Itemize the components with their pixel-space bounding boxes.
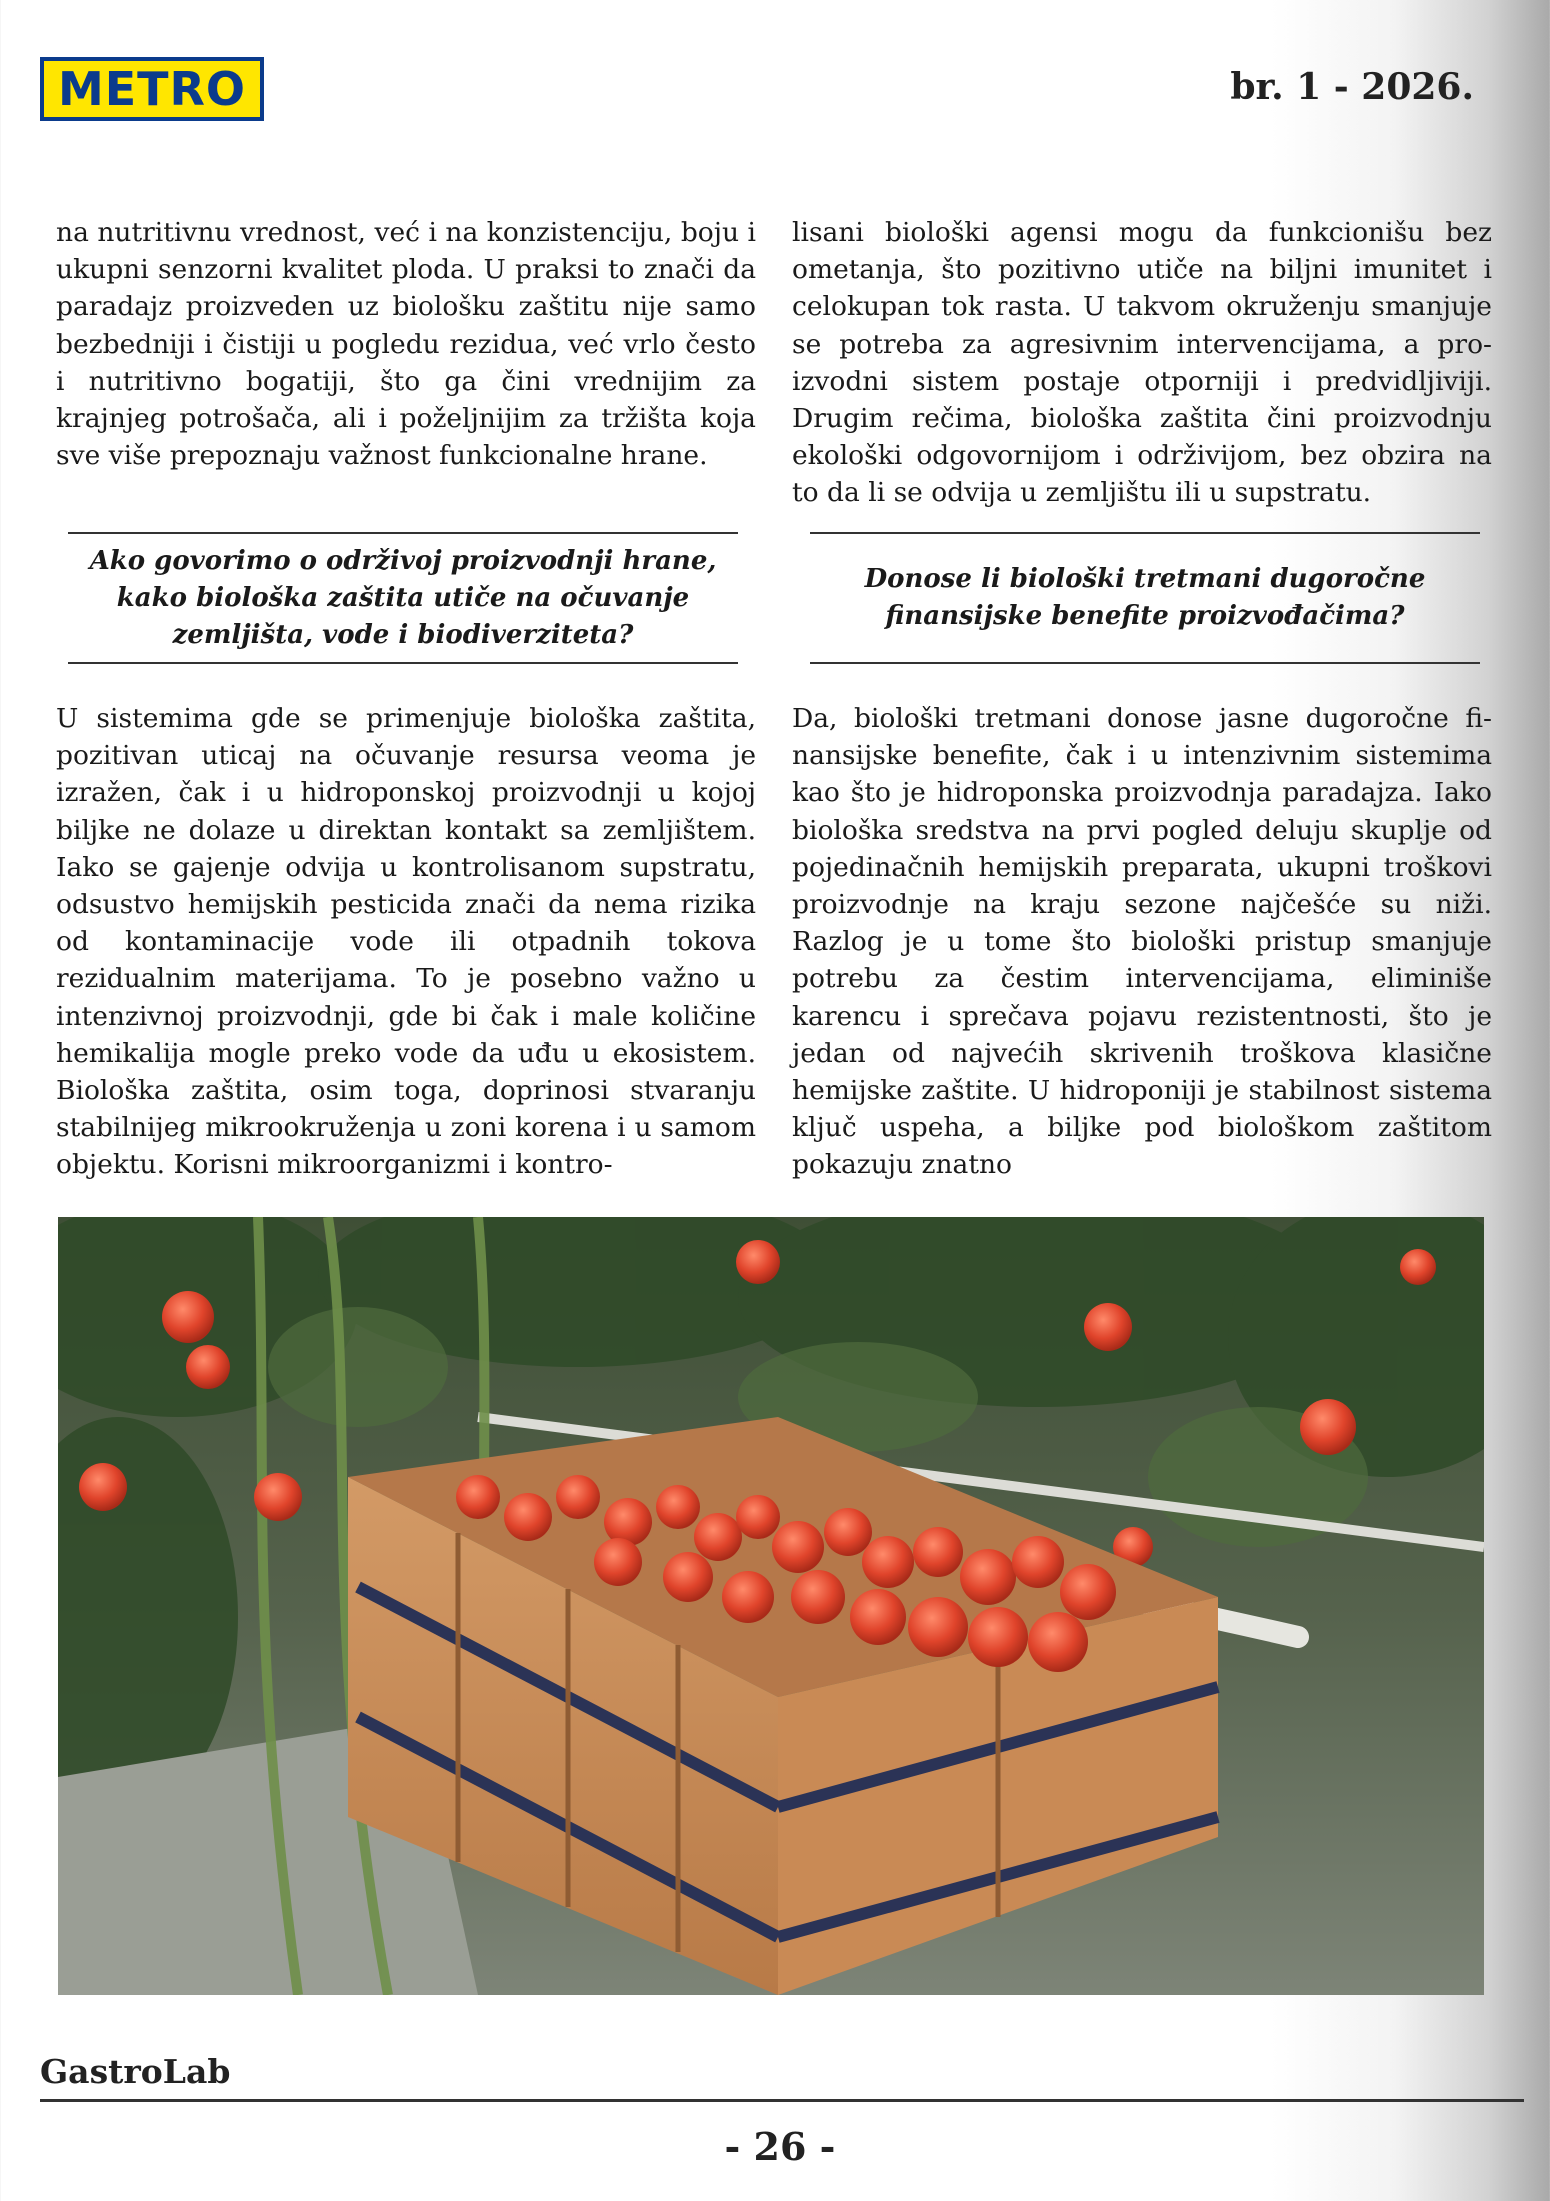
page-number: - 26 - bbox=[724, 2124, 836, 2169]
left-paragraph-bottom: U sistemima gde se primenjuje biološka zaštita, pozitivan uticaj na očuvanje resursa veoma je izražen, čak i u hidroponskoj proizvodnji u kojoj biljke ne dolaze u direktan kontakt sa zemljištem. Iako se gajenje odvija u kontrolisanom supstratu, odsustvo hemijskih pesticida znači da nema rizika od kontaminacije vode ili otpadnih tokova rezidualnim materijama. To je posebno važno u intenzivnoj proizvodnji, gde bi čak i male količine hemikalija mogle preko vode da uđu u ekosistem. Biološka zaštita, osim toga, doprinosi stvaranju stabilnijeg mikrookruženja u zoni korena i u samom objektu. Korisni mikroorganizmi i kontro- bbox=[56, 703, 756, 1181]
right-question-text: Donose li biološki tretmani dugoročne finansijske benefite proizvođačima? bbox=[864, 564, 1426, 631]
footer-brand: GastroLab bbox=[40, 2052, 231, 2091]
greenhouse-tomato-crates-photo bbox=[58, 1217, 1484, 1995]
right-column-top bbox=[792, 214, 1492, 512]
metro-logo bbox=[40, 57, 264, 121]
left-question-text: Ako govorimo o održivoj proizvodnji hrane, kako biološka zaštita utiče na očuvanje zemljišta, vode i biodiverziteta? bbox=[89, 545, 717, 650]
left-paragraph-top: na nutritivnu vrednost, već i na konzistenciju, boju i ukupni senzorni kvalitet ploda. U praksi to znači da paradajz proizveden uz biološku zaštitu nije samo bezbedniji i čistiji u pogledu rezidua, već vrlo često i nutritivno bogatiji, što ga čini vrednijim za krajnjeg potrošača, ali i poželjnijim za tržišta koja sve više prepoznaju važnost funkcionalne hrane. bbox=[56, 217, 756, 472]
right-paragraph-top: lisani biološki agensi mogu da funkcionišu bez ometanja, što pozitivno utiče na biljni imunitet i celokupan tok rasta. U takvom okruženju smanjuje se potreba za agresivnim intervencijama, a proizvodni sistem postaje otporniji i predvidljiviji. Drugim rečima, biološka zaštita čini proizvodnju ekološki odgovornijom i održivijom, bez obzira na to da li se odvija u zemljištu ili u supstratu. bbox=[792, 217, 1492, 509]
right-column-bottom bbox=[792, 700, 1492, 1184]
metro-logo-text: METRO bbox=[44, 61, 260, 117]
issue-number: br. 1 - 2026. bbox=[1230, 66, 1474, 108]
footer-divider bbox=[40, 2099, 1524, 2102]
right-paragraph-bottom: Da, biološki tretmani donose jasne dugoročne finansijske benefite, čak i u intenzivnim sistemima kao što je hidroponska proizvodnja paradajza. Iako biološka sredstva na prvi pogled deluju skuplje od pojedinačnih hemijskih preparata, ukupni troškovi proizvodnje na kraju sezone najčešće su niži. Razlog je u tome što biološki pristup smanjuje potrebu za čestim intervencijama, eliminiše karencu i sprečava pojavu rezistentnosti, što je jedan od najvećih skrivenih troškova klasične hemijske zaštite. U hidroponiji je stabilnost sistema ključ uspeha, a biljke pod biološkom zaštitom pokazuju znatno bbox=[792, 703, 1492, 1181]
left-column-bottom bbox=[56, 700, 756, 1184]
right-question-box bbox=[810, 532, 1480, 664]
left-column-top bbox=[56, 214, 756, 474]
left-question-box bbox=[68, 532, 738, 664]
photo-illustration bbox=[58, 1217, 1484, 1995]
